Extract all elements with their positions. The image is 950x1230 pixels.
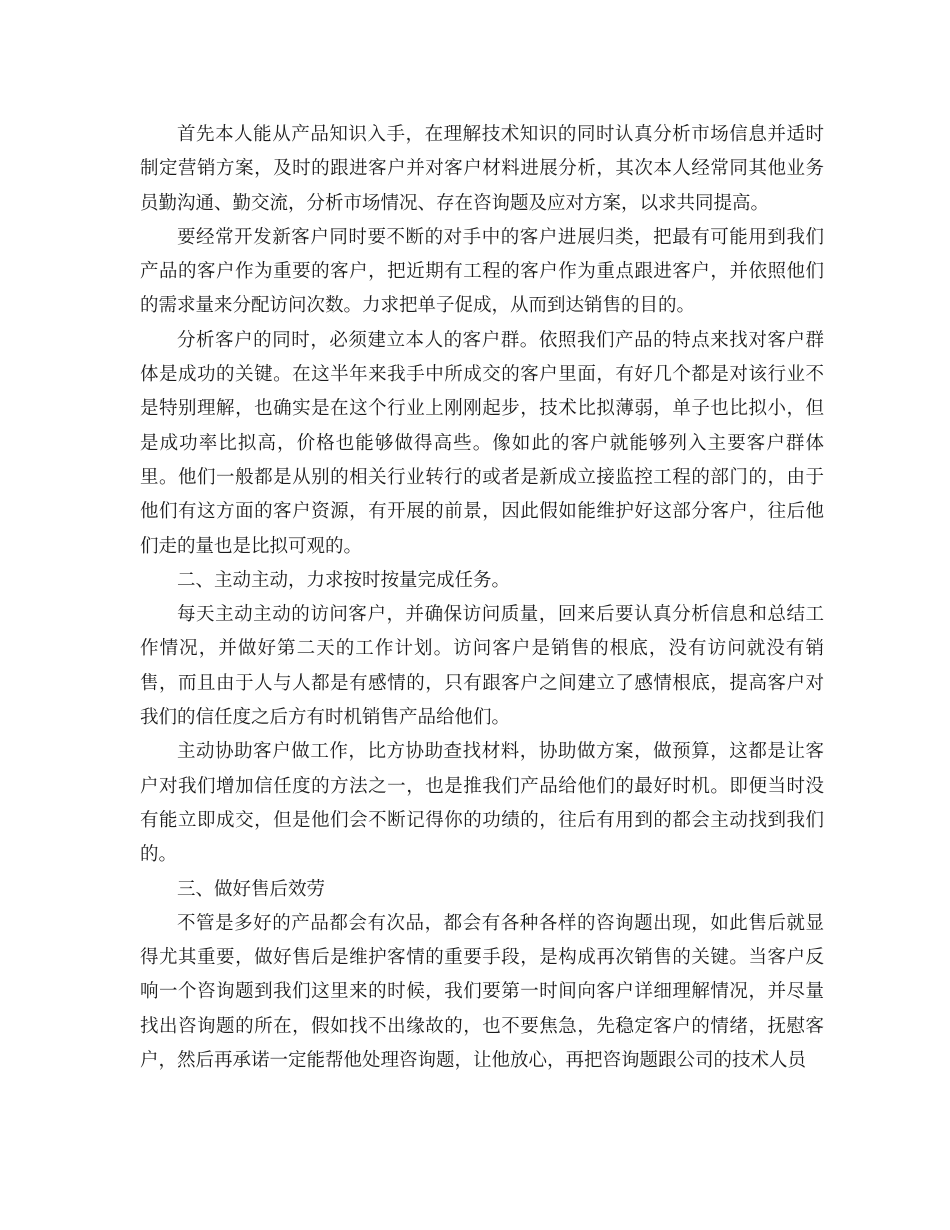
- section-heading-tasks: 二、主动主动，力求按时按量完成任务。: [177, 569, 511, 591]
- section-heading-after-sales: 三、做好售后效劳: [177, 878, 326, 900]
- paragraph-after-sales: 不管是多好的产品都会有次品，都会有各种各样的咨询题出现，如此售后就显得尤其重要，做好售后是维护客情的重要手段，是构成再次销售的关键。当客户反响一个咨询题到我们这里来的时候，我们要第一时间向客户详细理解情况，并尽量找出咨询题的所在，假如找不出缘故的，也不要焦急，先稳定客户的情绪，抚慰客户，然后再承诺一定能帮他处理咨询题，让他放心，再把咨询题跟公司的技术人员: [140, 912, 824, 1072]
- paragraph-market-analysis: 首先本人能从产品知识入手，在理解技术知识的同时认真分析市场信息并适时制定营销方案，及时的跟进客户并对客户材料进展分析，其次本人经常同其他业务员勤沟通、勤交流，分析市场情况、存在咨询题及应对方案，以求共同提高。: [140, 124, 824, 214]
- paragraph-assist-clients: 主动协助客户做工作，比方协助查找材料，协助做方案，做预算，这都是让客户对我们增加信任度的方法之一，也是推我们产品给他们的最好时机。即便当时没有能立即成交，但是他们会不断记得你的功绩的，往后有用到的都会主动找到我们的。: [140, 741, 824, 866]
- document-body: [140, 118, 824, 1078]
- paragraph-daily-visits: 每天主动主动的访问客户，并确保访问质量，回来后要认真分析信息和总结工作情况，并做好第二天的工作计划。访问客户是销售的根底，没有访问就没有销售，而且由于人与人都是有感情的，只有跟客户之间建立了感情根底，提高客户对我们的信任度之后方有时机销售产品给他们。: [140, 604, 824, 729]
- paragraph-client-group: 分析客户的同时，必须建立本人的客户群。依照我们产品的特点来找对客户群体是成功的关键。在这半年来我手中所成交的客户里面，有好几个都是对该行业不是特别理解，也确实是在这个行业上刚刚起步，技术比拟薄弱，单子也比拟小，但是成功率比拟高，价格也能够做得高些。像如此的客户就能够列入主要客户群体里。他们一般都是从别的相关行业转行的或者是新成立接监控工程的部门的，由于他们有这方面的客户资源，有开展的前景，因此假如能维护好这部分客户，往后他们走的量也是比拟可观的。: [140, 329, 824, 557]
- paragraph-new-clients: 要经常开发新客户同时要不断的对手中的客户进展归类，把最有可能用到我们产品的客户作为重要的客户，把近期有工程的客户作为重点跟进客户，并依照他们的需求量来分配访问次数。力求把单子促成，从而到达销售的目的。: [140, 226, 824, 317]
